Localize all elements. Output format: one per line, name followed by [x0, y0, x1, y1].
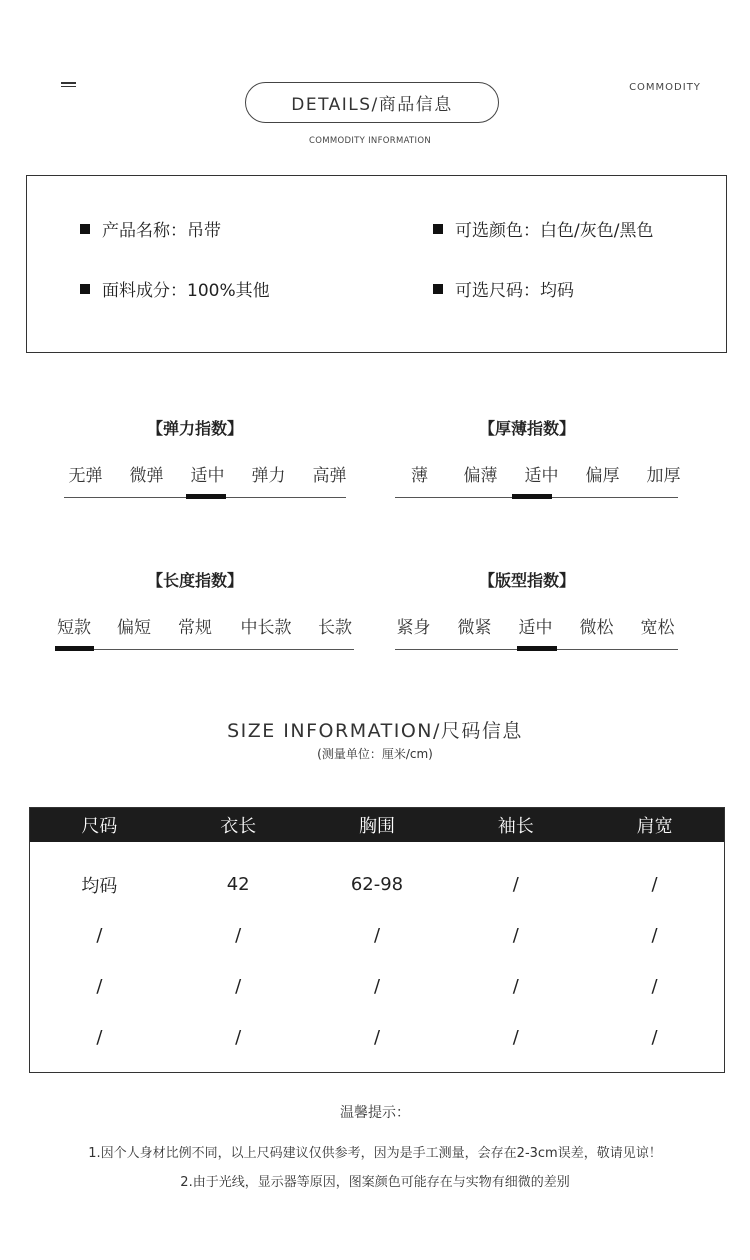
- scale-option: 偏厚: [585, 466, 620, 486]
- table-cell: /: [96, 925, 103, 946]
- size-options-text: 可选尺码：均码: [455, 281, 574, 301]
- scale-option: 紧身: [396, 618, 431, 638]
- scale-option: 适中: [190, 466, 225, 486]
- scale-option: 微紧: [457, 618, 492, 638]
- fabric-text: 面料成分：100%其他: [102, 281, 270, 301]
- scale-option: 加厚: [646, 466, 681, 486]
- tip-line-1: 1.因个人身材比例不同，以上尺码建议仅供参考，因为是手工测量，会存在2-3cm误差，敬请见谅！: [88, 1146, 662, 1161]
- bullet-square-icon: [433, 284, 443, 294]
- table-row: [30, 859, 724, 910]
- selected-marker: [517, 646, 557, 651]
- measurement-unit: (测量单位：厘米/cm): [317, 747, 433, 761]
- table-row: [30, 1012, 724, 1063]
- table-cell: /: [373, 1027, 381, 1048]
- length-scale: [44, 613, 364, 638]
- scale-option: 适中: [524, 466, 559, 486]
- table-cell: /: [512, 874, 519, 895]
- table-cell: 均码: [81, 875, 118, 897]
- table-row: [30, 910, 724, 961]
- table-cell: /: [651, 874, 658, 895]
- table-header-cell: 胸围: [358, 816, 395, 837]
- table-cell: /: [512, 1027, 519, 1048]
- product-name-text: 产品名称：吊带: [102, 221, 221, 241]
- table-cell: 42: [226, 874, 250, 895]
- bullet-square-icon: [80, 284, 90, 294]
- thickness-scale: [389, 461, 694, 486]
- scale-option: 微弹: [129, 466, 164, 486]
- table-cell: /: [373, 925, 381, 946]
- table-header-row: [30, 808, 724, 842]
- table-row: [30, 961, 724, 1012]
- menu-icon: [61, 82, 76, 88]
- product-info-box: [26, 175, 727, 353]
- size-information-title: SIZE INFORMATION/尺码信息: [227, 720, 523, 742]
- table-cell: /: [512, 976, 519, 997]
- scale-option: 中长款: [240, 618, 292, 638]
- table-cell: 62-98: [350, 874, 404, 895]
- table-cell: /: [235, 1027, 242, 1048]
- bullet-square-icon: [433, 224, 443, 234]
- table-cell: /: [235, 925, 242, 946]
- table-cell: /: [96, 1027, 103, 1048]
- tip-line-2: 2.由于光线，显示器等原因，图案颜色可能存在与实物有细微的差别: [180, 1175, 570, 1190]
- elasticity-index-title: 【弹力指数】: [146, 419, 243, 438]
- fit-index-title: 【版型指数】: [478, 571, 575, 590]
- scale-option: 弹力: [251, 466, 286, 486]
- scale-option: 偏短: [117, 618, 151, 638]
- table-cell: /: [373, 976, 381, 997]
- table-header-cell: 尺码: [81, 816, 118, 837]
- color-options-text: 可选颜色：白色/灰色/黑色: [455, 221, 654, 241]
- size-table: [29, 807, 725, 1073]
- scale-option: 偏薄: [463, 466, 498, 486]
- table-cell: /: [512, 925, 519, 946]
- bullet-square-icon: [80, 224, 90, 234]
- scale-option: 微松: [579, 618, 614, 638]
- fabric-item: [80, 276, 270, 301]
- scale-option: 短款: [57, 618, 91, 638]
- table-header-cell: 肩宽: [636, 816, 673, 837]
- scale-option: 常规: [178, 618, 212, 638]
- fit-scale: [383, 613, 688, 638]
- selected-marker: [186, 494, 226, 499]
- scale-option: 宽松: [640, 618, 675, 638]
- tips-title: 温馨提示：: [340, 1105, 410, 1121]
- table-cell: /: [651, 925, 658, 946]
- details-title: DETAILS/商品信息: [245, 82, 499, 123]
- table-cell: /: [96, 976, 103, 997]
- table-cell: /: [651, 976, 658, 997]
- product-name-item: [80, 216, 221, 241]
- elasticity-scale: [55, 461, 360, 486]
- scale-option: 薄: [411, 466, 428, 486]
- commodity-information-subtitle: COMMODITY INFORMATION: [308, 136, 431, 146]
- scale-option: 高弹: [312, 466, 347, 486]
- thickness-index-title: 【厚薄指数】: [478, 419, 575, 438]
- selected-marker: [55, 646, 94, 651]
- selected-marker: [512, 494, 552, 499]
- scale-option: 长款: [318, 618, 352, 638]
- scale-line: [55, 649, 354, 650]
- scale-option: 适中: [518, 618, 553, 638]
- size-options-item: [433, 276, 574, 301]
- scale-option: 无弹: [68, 466, 103, 486]
- commodity-label: COMMODITY: [629, 82, 701, 93]
- table-cell: /: [235, 976, 242, 997]
- table-cell: /: [651, 1027, 658, 1048]
- table-header-cell: 衣长: [220, 816, 257, 837]
- table-header-cell: 袖长: [497, 816, 534, 837]
- length-index-title: 【长度指数】: [146, 571, 243, 590]
- color-options-item: [433, 216, 653, 241]
